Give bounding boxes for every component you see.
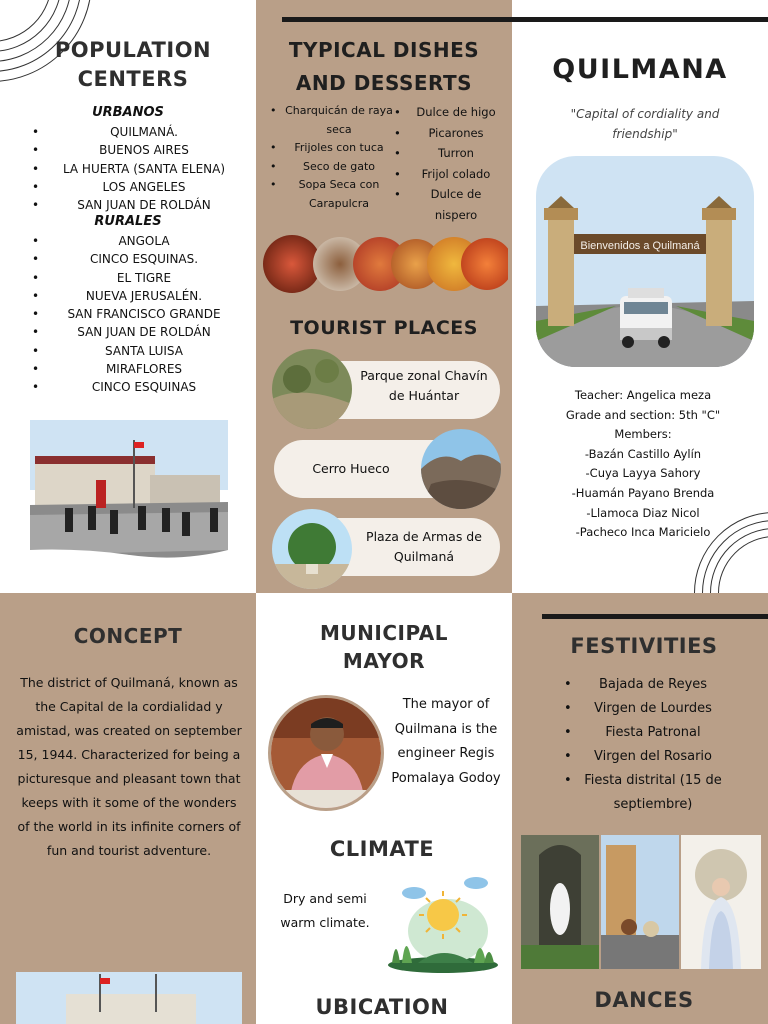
credit-line: Teacher: Angelica meza	[574, 388, 712, 402]
rural-center-item: • ANGOLA	[46, 232, 242, 250]
parade-photo	[30, 420, 228, 568]
rural-center-item: • SAN FRANCISCO GRANDE	[46, 305, 242, 323]
rural-center-item: • CINCO ESQUINAS.	[46, 250, 242, 268]
concept-title: CONCEPT	[73, 624, 183, 648]
festivity-item: • Fiesta distrital (15 de septiembre)	[578, 769, 728, 817]
ubication-title: UBICATION	[315, 995, 449, 1019]
rural-list	[46, 232, 242, 397]
urban-list	[46, 123, 242, 214]
municipal-building-photo	[16, 972, 242, 1024]
food-photos	[262, 234, 508, 294]
festivity-item: • Virgen del Rosario	[578, 745, 728, 769]
dish-item: • Frijoles con tuca	[284, 139, 394, 158]
credit-line: -Llamoca Diaz Nicol	[586, 505, 700, 520]
climate-text: Dry and semi warm climate.	[280, 891, 370, 930]
festivities-list	[578, 673, 728, 817]
urban-center-item: • BUENOS AIRES	[46, 141, 242, 159]
rural-center-item: • NUEVA JERUSALÉN.	[46, 287, 242, 305]
mayor-photo	[268, 695, 384, 811]
concept-panel	[0, 593, 256, 1024]
festivities-panel	[512, 593, 768, 1024]
dessert-item: • Frijol colado	[408, 164, 504, 185]
festivities-title: FESTIVITIES	[570, 634, 718, 658]
cover-slogan: "Capital of cordiality and friendship"	[570, 107, 720, 141]
dishes-list-desserts	[408, 102, 504, 225]
credit-line: Grade and section: 5th "C"	[565, 407, 721, 422]
population-centers-panel	[0, 0, 256, 593]
tourist-place-label: Parque zonal Chavín de Huántar	[360, 368, 488, 403]
festivity-item: • Bajada de Reyes	[578, 673, 728, 697]
tourist-place-label: Cerro Hueco	[312, 461, 390, 476]
credit-line: Members:	[614, 427, 672, 442]
dances-title: DANCES	[594, 988, 694, 1012]
dishes-title: TYPICAL DISHES AND DESSERTS	[288, 38, 480, 95]
mayor-text: The mayor of Quilmana is the engineer Regis Pomalaya Godoy	[391, 697, 501, 786]
top-rule	[512, 17, 768, 22]
tourist-title: TOURIST PLACES	[290, 317, 478, 339]
urban-center-item: • SAN JUAN DE ROLDÁN	[46, 196, 242, 214]
climate-title: CLIMATE	[329, 837, 435, 861]
tourist-place-label: Plaza de Armas de Quilmaná	[366, 529, 482, 564]
festivity-item: • Fiesta Patronal	[578, 721, 728, 745]
arch-sign-text: Bienvenidos a Quilmaná	[580, 240, 700, 252]
rural-center-item: • SANTA LUISA	[46, 342, 242, 360]
decorative-arcs	[688, 506, 768, 593]
rural-label: RURALES	[94, 214, 162, 229]
climate-illustration	[388, 873, 498, 973]
rural-center-item: • EL TIGRE	[46, 269, 242, 287]
top-rule	[542, 614, 768, 619]
dessert-item: • Dulce de higo	[408, 102, 504, 123]
dish-item: • Seco de gato	[284, 158, 394, 177]
dessert-item: • Dulce de nispero	[408, 184, 504, 225]
rural-center-item: • MIRAFLORES	[46, 360, 242, 378]
cover-title: QUILMANA	[552, 54, 728, 85]
arch-photo	[536, 156, 754, 367]
dessert-item: • Turron	[408, 143, 504, 164]
dish-item: • Sopa Seca con Carapulcra	[284, 176, 394, 213]
mayor-title: MUNICIPAL MAYOR	[320, 621, 448, 673]
population-title: POPULATION CENTERS	[54, 38, 212, 91]
mayor-climate-panel	[256, 593, 512, 1024]
urban-label: URBANOS	[92, 105, 164, 120]
dishes-tourist-panel	[256, 0, 512, 593]
credit-line: -Bazán Castillo Aylín	[584, 446, 702, 461]
credit-line: -Pacheco Inca Maricielo	[575, 525, 711, 540]
tourist-place-photo	[421, 429, 501, 509]
dishes-list-savory	[284, 102, 394, 213]
urban-center-item: • QUILMANÁ.	[46, 123, 242, 141]
festivity-item: • Virgen de Lourdes	[578, 697, 728, 721]
urban-center-item: • LA HUERTA (SANTA ELENA)	[46, 160, 242, 178]
rural-center-item: • CINCO ESQUINAS	[46, 378, 242, 396]
dessert-item: • Picarones	[408, 123, 504, 144]
concept-text: The district of Quilmaná, known as the Capital de la cordialidad y amistad, was created on september 15, 1944. Characterized for being a picturesque and pleasant town that keeps with it some of the wonders of the world in its infinite corners of fun and tourist adventure.	[16, 675, 242, 858]
tourist-place-photo	[272, 349, 352, 429]
cover-panel	[512, 0, 768, 593]
festivity-photos	[521, 835, 761, 969]
tourist-place-photo	[272, 509, 352, 589]
top-rule	[282, 17, 512, 22]
urban-center-item: • LOS ANGELES	[46, 178, 242, 196]
dish-item: • Charquicán de raya seca	[284, 102, 394, 139]
credit-line: -Cuya Layya Sahory	[585, 466, 701, 481]
rural-center-item: • SAN JUAN DE ROLDÁN	[46, 323, 242, 341]
credit-line: -Huamán Payano Brenda	[571, 485, 715, 500]
